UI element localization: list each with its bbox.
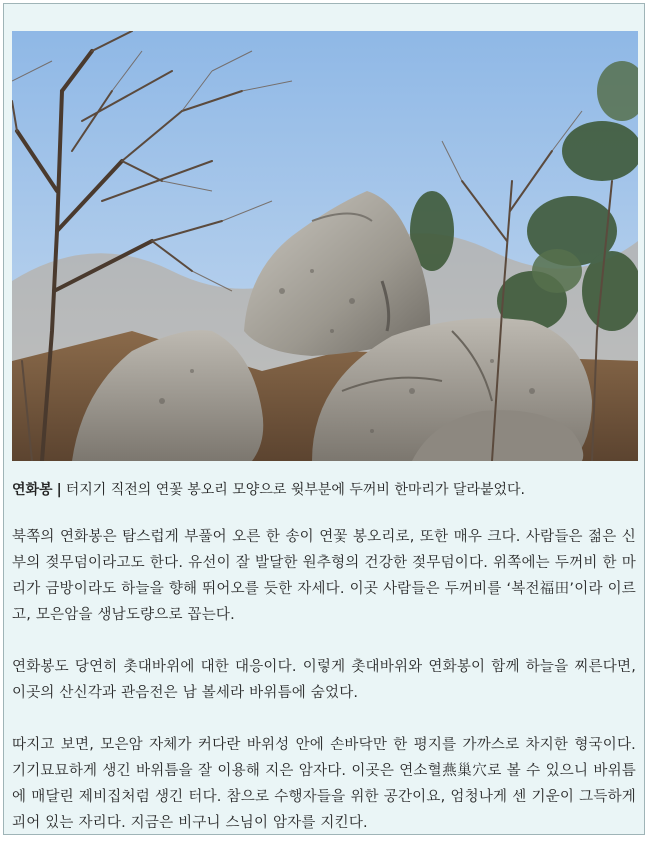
paragraph: 북쪽의 연화봉은 탐스럽게 부풀어 오른 한 송이 연꽃 봉오리로, 또한 매우 크다. 사람들은 젊은 신부의 젖무덤이라고도 한다. 유선이 잘 발달한 원추형의 건강한 젖무덤이다. 위쪽에는 두꺼비 한 마리가 금방이라도 하늘을 향해 뛰어오를 듯한 자세다. 이곳 사람들은 두꺼비를 ‘복전福田’이라 이르고, 모은암을 생남도량으로 꼽는다. [12,529,636,623]
caption-text: 터지기 직전의 연꽃 봉오리 모양으로 윗부분에 두꺼비 한마리가 달라붙었다. [65,482,525,498]
paragraph: 따지고 보면, 모은암 자체가 커다란 바위성 안에 손바닥만 한 평지를 가까스로 차지한 형국이다. 기기묘묘하게 생긴 바위틈을 잘 이용해 지은 암자다. 이곳은 연소혈燕巢穴로 볼 수 있으니 바위틈에 매달린 제비집처럼 생긴 터다. 참으로 수행자들을 위한 공간이요, 엄청나게 센 기운이 그득하게 괴어 있는 자리다. 지금은 비구니 스님이 암자를 지킨다. [12,737,636,831]
paragraph: 연화봉도 당연히 촛대바위에 대한 대응이다. 이렇게 촛대바위와 연화봉이 함께 하늘을 찌른다면, 이곳의 산신각과 관음전은 남 볼세라 바위틈에 숨었다. [12,659,636,701]
photo-caption [12,480,636,500]
article-body [12,524,636,862]
caption-title: 연화봉 [12,482,53,498]
rock-photo [12,31,638,461]
caption-separator: | [56,482,62,498]
article-frame [3,3,645,835]
